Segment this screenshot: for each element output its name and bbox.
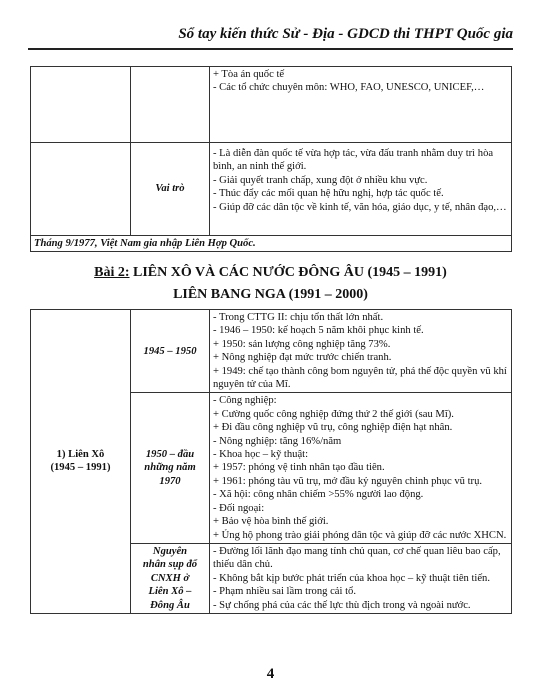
period-label (131, 543, 210, 613)
list-item: - Là diễn đàn quốc tế vừa hợp tác, vừa đấu tranh nhằm duy trì hòa bình, an ninh thế giới. (213, 148, 494, 173)
period-label (131, 393, 210, 543)
role-content-cell (210, 143, 512, 236)
list-item: - Giúp đỡ các dân tộc về kinh tế, văn hóa, giáo dục, y tế, nhân đạo,… (213, 201, 507, 213)
list-item: + Bảo vệ hòa bình thế giới. (213, 516, 329, 528)
section-label-line: (1945 – 1991) (50, 462, 111, 474)
table-row (31, 67, 512, 143)
period-content-cell (210, 310, 512, 393)
list-item: - Giải quyết tranh chấp, xung đột ở nhiều khu vực. (213, 174, 428, 186)
empty-cell (131, 67, 210, 143)
lesson-title (0, 265, 541, 281)
list-item: - Thúc đẩy các mối quan hệ hữu nghị, hợp tác quốc tế. (213, 188, 444, 200)
list-item: + Cường quốc công nghiệp đứng thứ 2 thế giới (sau Mĩ). (213, 408, 454, 420)
list-item: - Nông nghiệp: tăng 16%/năm (213, 435, 342, 447)
list-item: - 1946 – 1950: kế hoạch 5 năm khôi phục kinh tế. (213, 325, 424, 337)
lesson-title-text: LIÊN XÔ VÀ CÁC NƯỚC ĐÔNG ÂU (1945 – 1991) (129, 265, 447, 280)
lesson-subtitle: LIÊN BANG NGA (1991 – 2000) (173, 287, 368, 302)
list-item: - Khoa học – kỹ thuật: (213, 449, 309, 461)
un-table-continued (30, 66, 512, 252)
page-header: Sổ tay kiến thức Sử - Địa - GDCD thi THPT Quốc gia (28, 26, 513, 50)
period-content-cell (210, 393, 512, 543)
list-item: + 1961: phóng tàu vũ trụ, mở đầu kỷ nguyên chinh phục vũ trụ. (213, 475, 483, 487)
period-label-line: nhân sụp đổ (142, 559, 198, 571)
period-label-line: Liên Xô – (148, 586, 192, 598)
org-content-cell (210, 67, 512, 143)
list-item: - Sự chống phá của các thế lực thù địch trong và ngoài nước. (213, 599, 471, 611)
list-item: + 1957: phóng vệ tinh nhân tạo đầu tiên. (213, 462, 385, 474)
list-item: - Đối ngoại: (213, 502, 265, 514)
list-item: + 1950: sản lượng công nghiệp tăng 73%. (213, 338, 391, 350)
period-label-line: những năm (144, 462, 196, 474)
section-label (31, 310, 131, 614)
list-item: + 1949: chế tạo thành công bom nguyên tử, phá thế độc quyền vũ khí nguyên tử của Mĩ. (213, 365, 507, 391)
list-item: - Phạm nhiều sai lầm trong cải tổ. (213, 586, 356, 598)
page-number: 4 (266, 666, 275, 682)
note-vietnam-un: Tháng 9/1977, Việt Nam gia nhập Liên Hợp Quốc. (31, 236, 512, 252)
list-item: + Đi đầu công nghiệp vũ trụ, công nghiệp điện hạt nhân. (213, 422, 453, 434)
list-item: - Công nghiệp: (213, 395, 277, 407)
list-item: - Đường lối lãnh đạo mang tính chủ quan, cơ chế quan liêu bao cấp, thiếu dân chủ. (213, 545, 501, 571)
list-item: - Xã hội: công nhân chiếm >55% người lao động. (213, 489, 424, 501)
period-content-cell (210, 543, 512, 613)
period-label-line: Nguyên (152, 545, 188, 557)
list-item: + Ủng hộ phong trào giải phóng dân tộc và giúp đỡ các nước XHCN. (213, 529, 507, 541)
period-label-line: Đông Âu (150, 599, 190, 611)
empty-cell (31, 67, 131, 143)
period-label: 1945 – 1950 (131, 310, 210, 393)
table-row (31, 310, 512, 393)
list-item: - Trong CTTG II: chịu tổn thất lớn nhất. (213, 312, 384, 323)
role-label: Vai trò (131, 143, 210, 236)
period-label-line: 1970 (159, 475, 181, 487)
list-item: + Tòa án quốc tế (213, 69, 285, 80)
list-item: + Nông nghiệp đạt mức trước chiến tranh. (213, 352, 392, 364)
section-label-line: 1) Liên Xô (56, 449, 105, 461)
lesson-label: Bài 2: (94, 265, 130, 280)
table-row (31, 143, 512, 236)
list-item: - Không bắt kịp bước phát triển của khoa học – kỹ thuật tiên tiến. (213, 572, 490, 584)
soviet-union-table (30, 309, 512, 614)
period-label-line: CNXH ở (150, 572, 190, 584)
empty-cell (31, 143, 131, 236)
list-item: - Các tổ chức chuyên môn: WHO, FAO, UNESCO, UNICEF,… (213, 82, 485, 94)
table-row (31, 236, 512, 252)
period-label-line: 1950 – đầu (145, 449, 195, 461)
